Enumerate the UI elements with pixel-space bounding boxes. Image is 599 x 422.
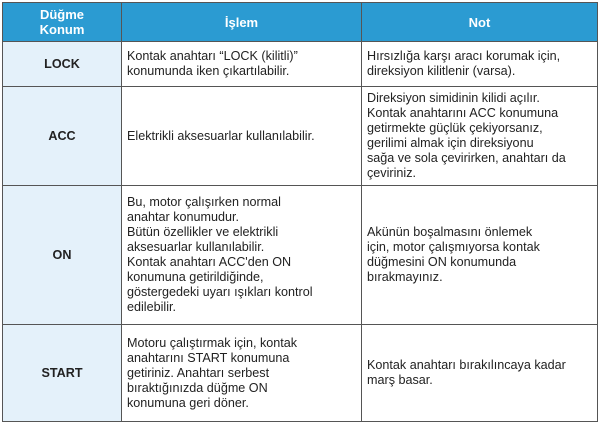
text-line: sağa ve sola çevirirken, anahtarı da	[367, 151, 566, 165]
text-line: Kontak anahtarını ACC konumuna	[367, 106, 559, 120]
note-cell	[362, 186, 598, 325]
position-cell: ACC	[3, 87, 122, 186]
text-line: konumuna geri döner.	[127, 395, 249, 410]
table-row-start	[3, 325, 598, 422]
text-line: Kontak anahtarı ACC'den ON	[127, 255, 292, 269]
text-line: Bu, motor çalışırken normal	[127, 195, 281, 209]
table-row-on	[3, 186, 598, 325]
text-line: çeviriniz.	[367, 166, 416, 180]
position-cell: ON	[3, 186, 122, 325]
action-cell	[122, 325, 362, 422]
table-row-acc	[3, 87, 598, 186]
header-position	[3, 3, 122, 42]
header-row	[3, 3, 598, 42]
text-line: Elektrikli aksesuarlar kullanılabilir.	[127, 128, 315, 143]
action-cell	[122, 87, 362, 186]
action-cell	[122, 186, 362, 325]
header-action-label: İşlem	[224, 14, 259, 30]
text-line: getirmekte güçlük çekiyorsanız,	[367, 121, 543, 135]
table-row-lock	[3, 42, 598, 87]
text-line: direksiyon kilitlenir (varsa).	[367, 64, 516, 78]
text-line: getiriniz. Anahtarı serbest	[127, 365, 270, 380]
note-cell	[362, 325, 598, 422]
text-line: konumunda iken çıkartılabilir.	[127, 64, 290, 78]
text-line: anahtar konumudur.	[127, 210, 240, 224]
position-cell: START	[3, 325, 122, 422]
position-cell: LOCK	[3, 42, 122, 87]
text-line: aksesuarlar kullanılabilir.	[127, 240, 265, 254]
header-note	[362, 3, 598, 42]
text-line: Direksiyon simidinin kilidi açılır.	[367, 91, 540, 105]
text-line: anahtarını START konumuna	[127, 350, 290, 365]
header-action	[122, 3, 362, 42]
note-cell	[362, 42, 598, 87]
header-position-line-2: Konum	[39, 22, 85, 37]
text-line: bıraktığınızda düğme ON	[127, 380, 268, 395]
text-line: Akünün boşalmasını önlemek	[367, 225, 533, 239]
text-line: Hırsızlığa karşı aracı korumak için,	[367, 49, 561, 63]
text-line: Motoru çalıştırmak için, kontak	[127, 335, 298, 350]
text-line: edilebilir.	[127, 300, 177, 314]
note-cell	[362, 87, 598, 186]
text-line: bırakmayınız.	[367, 270, 443, 284]
text-line: Kontak anahtarı bırakılıncaya kadar	[367, 358, 566, 372]
text-line: Bütün özellikler ve elektrikli	[127, 225, 279, 239]
text-line: marş basar.	[367, 373, 433, 387]
text-line: konumuna getirildiğinde,	[127, 270, 264, 284]
text-line: düğmesini ON konumunda	[367, 255, 517, 269]
action-cell	[122, 42, 362, 87]
header-position-line-1: Düğme	[39, 7, 85, 22]
text-line: Kontak anahtarı “LOCK (kilitli)”	[127, 49, 298, 63]
text-line: için, motor çalışmıyorsa kontak	[367, 240, 540, 254]
ignition-positions-table	[2, 2, 598, 422]
header-note-label: Not	[468, 14, 491, 30]
text-line: göstergedeki uyarı ışıkları kontrol	[127, 285, 313, 299]
text-line: gerilimi almak için direksiyonu	[367, 136, 534, 150]
